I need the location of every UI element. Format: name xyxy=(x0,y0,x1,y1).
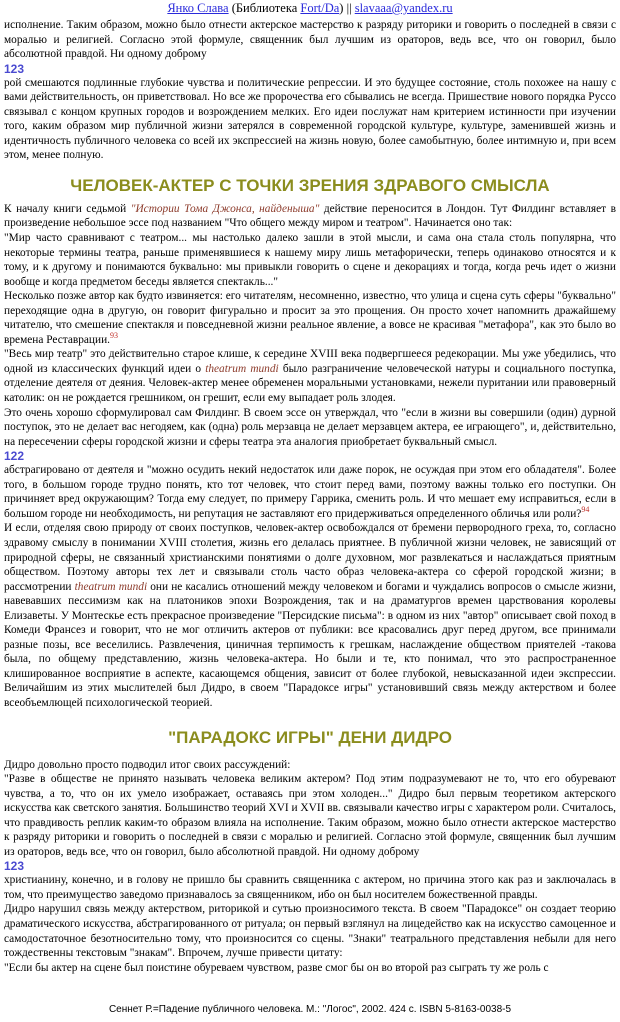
text-run: было разграничение человеческой натуры и социального поступка, отделение деятеля от деяния. Человек-актер менее обременен моральными установками, нежели пуритании или правоверный католик: он не рождается грешником, он грешит, если ему выпадает роль злодея. xyxy=(4,362,617,405)
paragraph xyxy=(4,347,616,405)
paragraph xyxy=(4,202,616,231)
paragraph xyxy=(4,463,616,521)
paragraph xyxy=(4,289,616,347)
paragraph: рой смешаются подлинные глубокие чувства и политические репрессии. И это будущее состояние, столь похожее на нашу с вами действительность, он приветствовал. Но все же пророчества его сбывались не всегда. Пришествие нового порядка Руссо связывал с концом крупных городов и возрождением мелких. Его идеи послужат нам критерием истинности при изучении того, каким образом мир публичной жизни затерялся в современной городской культуре, культуре, заменившей жизнь и идентичность публичного человека со всей их экспрессией на жизнь новую, более самобытную, более интимную и, при всем этом, менее полную. xyxy=(4,76,616,162)
text-run: абстрагировано от деятеля и "можно осудить некий недостаток или даже порок, не осуждая при этом его обладателя". Более того, в большом городе трудно понять, кто тот человек, что стоит перед вами, поэтому важны только его поступки. Он причиняет вред окружающим? Тогда ему следует, по примеру Гаррика, сменить роль. И что мешает ему исправиться, если в большом городе ни необходимость, ни репутация не заставляют его придерживаться определенного обличья или роли? xyxy=(4,464,616,520)
text-run: "Весь мир театр" это действительно старое клише, к середине XVIII века подвергшееся редекорации. Мы уже убедились, что одной из классических функций идеи о xyxy=(4,348,616,375)
section-heading: ЧЕЛОВЕК-АКТЕР С ТОЧКИ ЗРЕНИЯ ЗДРАВОГО СМЫСЛА xyxy=(70,175,550,195)
fortda-link[interactable]: Fort/Da xyxy=(300,1,340,15)
page-content xyxy=(4,18,616,975)
paragraph: исполнение. Таким образом, можно было отнести актерское мастерство к разряду риторики и говорить о последней в связи с моралью и религией. Согласно этой формуле, священник был лучшим из ораторов, ведь все, что он говорил, было абсолютной правдой. Ни одному доброму xyxy=(4,19,616,61)
page-footer: Сеннет Р.=Падение публичного человека. М.: "Логос", 2002. 424 с. ISBN 5-8163-0038-5 xyxy=(108,1004,512,1015)
library-label-close: ) || xyxy=(339,1,355,15)
paragraph: "Разве в обществе не принято называть человека великим актером? Под этим подразумевают не то, что его обуревают чувства, а то, что он их умело изображает, оставаясь при этом холоден..." Дидро был первым теоретиком актерского искусства как светского занятия. Большинство теорий XVI и XVII вв. связывали качество игры с характером роли. Считалось, что правдивость реплик каким-то образом влияла на исполнение. Таким образом, можно было отнести актерское мастерство к разряду риторики и говорить о последней в связи с моралью и религией. Согласно этой формуле, священник был лучшим из ораторов, ведь все, что он говорил, было абсолютной правдой. Ни одному доброму xyxy=(4,773,616,858)
page-number-marker: 123 xyxy=(4,61,25,76)
text-run: И если, отделяя свою природу от своих поступков, человек-актер освобождался от бремени первородного греха, то, согласно здравому смыслу в понимании XVIII столетия, жизнь его делалась приятнее. В публичной жизни человек, не зависящий от природной сферы, не связанный христианскими понятиями о долге духовном, мог развлекаться и наслаждаться приятным обществом. Поэтому авторы тех лет и связывали столь часто образ человека-актера со сферой городской жизни; в рассмотрении xyxy=(4,522,616,593)
paragraph: "Если бы актер на сцене был поистине обуреваем чувством, разве смог бы он во второй раз сыграть ту же роль с xyxy=(4,961,549,974)
author-link[interactable]: Янко Слава xyxy=(167,1,229,15)
section-heading: "ПАРАДОКС ИГРЫ" ДЕНИ ДИДРО xyxy=(168,727,452,747)
text-run: К началу книги седьмой xyxy=(4,202,131,215)
paragraph: Дидро довольно просто подводил итог своих рассуждений: xyxy=(4,758,291,771)
latin-term: theatrum mundi xyxy=(205,362,279,375)
paragraph: христианину, конечно, и в голову не пришло бы сравнить священника с актером, но причина этого как раз и заключалась в том, что преимущество заведомо признавалось за священником, ибо он был носителем божественной правды. xyxy=(4,874,616,901)
library-label-open: (Библиотека xyxy=(228,1,301,15)
paragraph xyxy=(4,521,616,710)
footnote-ref[interactable]: 93 xyxy=(109,330,118,340)
page-header xyxy=(0,0,620,16)
footnote-ref[interactable]: 94 xyxy=(581,504,590,514)
paragraph: Это очень хорошо сформулировал сам Филдинг. В своем эссе он утверждал, что "если в жизни вы совершили (один) дурной поступок, это не делает вас негодяем, как (одна) роль мерзавца не делает мерзавцем актера, ее играющего", и, действительно, на пересечении сферы городской жизни и сферы театра эта аналогия приобретает буквальный смысл. xyxy=(4,406,616,448)
latin-term: theatrum mundi xyxy=(74,580,148,593)
text-run: Несколько позже автор как будто извиняется: его читателям, несомненно, известно, что улица и сцена суть сферы "буквально" переходящие одна в другую, он говорит фигурально и просит за это прощения. Он просто хочет напомнить дражайшему читателю, что смешение спектакля и повседневной жизни реальное явление, а вовсе не красивая "метафора", как это было во времена Реставрации. xyxy=(4,290,616,346)
paragraph: Дидро нарушил связь между актерством, риторикой и сутью произносимого текста. В своем "Парадоксе" он создает теорию драматического искусства, абстрагированного от ритуала; он первый взглянул на лицедейство как на искусство самоценное и самодостаточное безотносительно тому, что произносится со сцены. "Знаки" театрального представления небыли для него тождественны текстовым "знакам". Впрочем, лучше привести цитату: xyxy=(4,903,616,960)
page-number-marker: 123 xyxy=(4,859,25,874)
quote-paragraph: "Мир часто сравнивают с театром... мы настолько далеко зашли в этой мысли, и сама она стала столь популярна, что некоторые термины театра, раньше применявшиеся к нашему миру лишь метафорически, теперь одинаково относятся и к тому, и к другому и понимаются буквально: мы привыкли говорить о сцене и декорациях и тогда, когда речь идет о жизни вообще и когда предметом беседы является спектакль..." xyxy=(4,232,616,288)
email-link[interactable]: slavaaa@yandex.ru xyxy=(354,1,453,15)
text-run: они не касались отношений между человеком и богами и чуждались вопросов о смысле жизни, навевавших пессимизм как на платоников эпохи Возрождения, так и на драматургов времен царствования королевы Елизаветы. У Монтескье есть прекрасное произведение "Персидские письма": в одном из них "автор" описывает свой поход в Комеди Франсез и говорит, что не мог отличить актеров от публики: все красовались друг перед другом, все принимали разные позы, все веселились. Развлечения, циничная терпимость к грешкам, наслаждение обществом приятелей -такова была, по общему представлению, жизнь человека-актера. Но были и те, кто понимал, что это распространенное клишированное восприятие в аспекте, касающемся общения, зависит от более глубокой, невысказанной идеи экспрессии. Величайшим из этих мыслителей был Дидро, в своем "Парадоксе игры" установивший связь между актерством и более всеобъемлющей психологической теорией. xyxy=(4,580,617,709)
text-run: действие переносится в Лондон. Тут Филдинг вставляет в произведение небольшое эссе под названием "Что общего между миром и театром". Начинается оно так: xyxy=(4,202,616,230)
page-number-marker: 122 xyxy=(4,449,25,464)
book-title: "Истории Тома Джонса, найденыша" xyxy=(130,202,320,215)
